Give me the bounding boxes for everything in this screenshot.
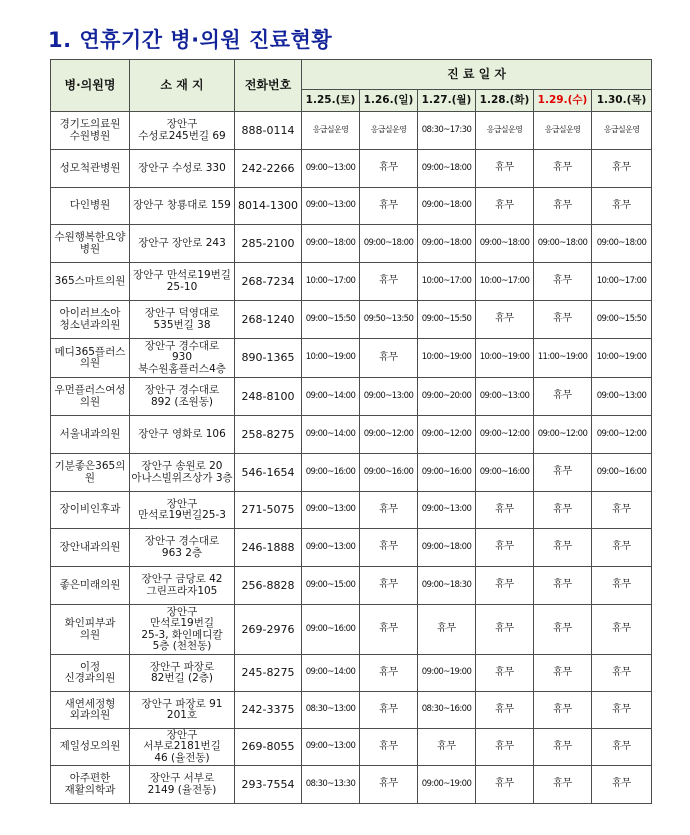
schedule-cell: 09:00~13:00 (302, 188, 360, 225)
clinic-address: 장안구 덕영대로 535번길 38 (130, 301, 235, 339)
schedule-cell: 휴무 (534, 567, 592, 605)
schedule-cell: 09:00~13:00 (360, 378, 418, 416)
schedule-cell: 휴무 (476, 766, 534, 804)
schedule-cell: 휴무 (360, 339, 418, 378)
clinic-address: 장안구 경수대로 930 북수원홈플러스4층 (130, 339, 235, 378)
clinic-phone: 285-2100 (235, 225, 302, 263)
schedule-cell: 09:00~18:00 (360, 225, 418, 263)
clinic-schedule-table (50, 59, 652, 804)
schedule-cell: 휴무 (476, 605, 534, 655)
schedule-cell: 09:00~12:00 (592, 416, 652, 454)
schedule-cell: 휴무 (476, 301, 534, 339)
clinic-name: 다인병원 (51, 188, 130, 225)
page-title: 1. 연휴기간 병·의원 진료현황 (48, 28, 333, 52)
schedule-cell: 09:00~16:00 (592, 454, 652, 492)
schedule-cell: 09:00~13:00 (302, 492, 360, 529)
clinic-address: 장안구 서부로2181번길 46 (율전동) (130, 729, 235, 766)
table-row (51, 150, 652, 188)
schedule-cell: 응급실운영 (476, 112, 534, 150)
schedule-cell: 09:00~12:00 (360, 416, 418, 454)
schedule-cell: 09:00~18:00 (418, 529, 476, 567)
schedule-cell: 09:00~15:50 (592, 301, 652, 339)
clinic-name: 서울내과의원 (51, 416, 130, 454)
schedule-cell: 08:30~13:30 (302, 766, 360, 804)
schedule-cell: 휴무 (360, 655, 418, 692)
schedule-cell: 09:00~13:00 (302, 150, 360, 188)
schedule-cell: 09:00~13:00 (302, 529, 360, 567)
clinic-name: 우먼플러스여성 의원 (51, 378, 130, 416)
schedule-cell: 09:00~18:00 (418, 150, 476, 188)
clinic-phone: 888-0114 (235, 112, 302, 150)
table-row (51, 263, 652, 301)
schedule-cell: 09:00~13:00 (592, 378, 652, 416)
schedule-cell: 응급실운영 (360, 112, 418, 150)
clinic-address: 장안구 서부로 2149 (율전동) (130, 766, 235, 804)
schedule-cell: 휴무 (592, 188, 652, 225)
schedule-cell: 10:00~19:00 (418, 339, 476, 378)
clinic-name: 좋은미래의원 (51, 567, 130, 605)
schedule-cell: 휴무 (360, 729, 418, 766)
schedule-cell: 09:00~16:00 (302, 605, 360, 655)
header-date: 1.28.(화) (476, 90, 534, 112)
clinic-phone: 271-5075 (235, 492, 302, 529)
schedule-cell: 휴무 (534, 188, 592, 225)
table-row (51, 416, 652, 454)
table-row (51, 378, 652, 416)
schedule-cell: 휴무 (360, 567, 418, 605)
table-row (51, 605, 652, 655)
clinic-phone: 269-8055 (235, 729, 302, 766)
schedule-cell: 09:00~20:00 (418, 378, 476, 416)
clinic-phone: 242-3375 (235, 692, 302, 729)
schedule-cell: 휴무 (360, 263, 418, 301)
schedule-cell: 휴무 (534, 766, 592, 804)
clinic-address: 장안구 수성로245번길 69 (130, 112, 235, 150)
schedule-cell: 휴무 (418, 605, 476, 655)
clinic-phone: 258-8275 (235, 416, 302, 454)
schedule-cell: 휴무 (592, 692, 652, 729)
schedule-cell: 휴무 (534, 492, 592, 529)
table-row (51, 301, 652, 339)
schedule-cell: 휴무 (476, 655, 534, 692)
schedule-cell: 09:00~18:00 (302, 225, 360, 263)
clinic-phone: 248-8100 (235, 378, 302, 416)
schedule-cell: 휴무 (534, 729, 592, 766)
schedule-cell: 09:00~18:00 (592, 225, 652, 263)
clinic-phone: 8014-1300 (235, 188, 302, 225)
clinic-name: 아주편한 재활의학과 (51, 766, 130, 804)
clinic-name: 화인피부과 의원 (51, 605, 130, 655)
schedule-cell: 09:00~18:00 (418, 225, 476, 263)
table-row (51, 454, 652, 492)
clinic-address: 장안구 경수대로 892 (조원동) (130, 378, 235, 416)
schedule-cell: 휴무 (476, 729, 534, 766)
header-date: 1.26.(일) (360, 90, 418, 112)
schedule-cell: 휴무 (592, 492, 652, 529)
clinic-phone: 890-1365 (235, 339, 302, 378)
schedule-cell: 09:00~15:50 (418, 301, 476, 339)
schedule-cell: 09:00~12:00 (534, 416, 592, 454)
clinic-name: 새연세정형 외과의원 (51, 692, 130, 729)
schedule-cell: 09:00~15:50 (302, 301, 360, 339)
schedule-cell: 09:00~16:00 (476, 454, 534, 492)
schedule-cell: 11:00~19:00 (534, 339, 592, 378)
clinic-address: 장안구 금당로 42 그린프라자105 (130, 567, 235, 605)
table-row (51, 567, 652, 605)
schedule-cell: 09:00~18:00 (418, 188, 476, 225)
header-date: 1.30.(목) (592, 90, 652, 112)
schedule-cell: 09:00~19:00 (418, 766, 476, 804)
clinic-phone: 245-8275 (235, 655, 302, 692)
schedule-cell: 휴무 (534, 655, 592, 692)
schedule-cell: 응급실운영 (534, 112, 592, 150)
schedule-cell: 09:00~18:00 (476, 225, 534, 263)
clinic-name: 수원행복한요양 병원 (51, 225, 130, 263)
clinic-phone: 269-2976 (235, 605, 302, 655)
schedule-cell: 09:00~14:00 (302, 416, 360, 454)
schedule-cell: 10:00~19:00 (476, 339, 534, 378)
schedule-cell: 휴무 (592, 150, 652, 188)
schedule-cell: 휴무 (592, 766, 652, 804)
clinic-address: 장안구 창룡대로 159 (130, 188, 235, 225)
header-date: 1.27.(월) (418, 90, 476, 112)
clinic-name: 성모척관병원 (51, 150, 130, 188)
clinic-phone: 268-7234 (235, 263, 302, 301)
schedule-cell: 휴무 (476, 188, 534, 225)
clinic-name: 장안내과의원 (51, 529, 130, 567)
schedule-cell: 휴무 (418, 729, 476, 766)
schedule-cell: 10:00~19:00 (302, 339, 360, 378)
clinic-address: 장안구 만석로19번길 25-10 (130, 263, 235, 301)
clinic-name: 이정 신경과의원 (51, 655, 130, 692)
schedule-cell: 휴무 (360, 492, 418, 529)
clinic-name: 아이러브소아 청소년과의원 (51, 301, 130, 339)
clinic-address: 장안구 파장로 91 201호 (130, 692, 235, 729)
schedule-cell: 휴무 (476, 529, 534, 567)
clinic-address: 장안구 영화로 106 (130, 416, 235, 454)
schedule-cell: 휴무 (534, 150, 592, 188)
table-body (51, 112, 652, 804)
schedule-cell: 휴무 (592, 605, 652, 655)
clinic-phone: 246-1888 (235, 529, 302, 567)
clinic-phone: 256-8828 (235, 567, 302, 605)
schedule-cell: 휴무 (476, 150, 534, 188)
schedule-cell: 응급실운영 (302, 112, 360, 150)
schedule-cell: 09:00~18:30 (418, 567, 476, 605)
schedule-cell: 08:30~17:30 (418, 112, 476, 150)
table-row (51, 529, 652, 567)
schedule-cell: 휴무 (534, 692, 592, 729)
schedule-cell: 휴무 (534, 378, 592, 416)
schedule-cell: 09:00~12:00 (476, 416, 534, 454)
table-row (51, 766, 652, 804)
schedule-cell: 09:00~13:00 (476, 378, 534, 416)
schedule-cell: 휴무 (534, 605, 592, 655)
schedule-cell: 휴무 (360, 529, 418, 567)
clinic-name: 제일성모의원 (51, 729, 130, 766)
header-name: 병·의원명 (51, 60, 130, 112)
schedule-cell: 휴무 (360, 766, 418, 804)
clinic-phone: 268-1240 (235, 301, 302, 339)
clinic-address: 장안구 송원로 20 아나스빌위즈상가 3층 (130, 454, 235, 492)
table-row (51, 492, 652, 529)
schedule-cell: 09:00~16:00 (302, 454, 360, 492)
schedule-cell: 10:00~17:00 (418, 263, 476, 301)
clinic-name: 메디365플러스 의원 (51, 339, 130, 378)
schedule-cell: 휴무 (534, 263, 592, 301)
clinic-name: 장이비인후과 (51, 492, 130, 529)
table-row (51, 655, 652, 692)
header-date-holiday: 1.29.(수) (534, 90, 592, 112)
schedule-cell: 10:00~17:00 (476, 263, 534, 301)
schedule-cell: 휴무 (592, 567, 652, 605)
schedule-cell: 09:00~14:00 (302, 378, 360, 416)
clinic-address: 장안구 장안로 243 (130, 225, 235, 263)
header-address: 소 재 지 (130, 60, 235, 112)
table-row (51, 112, 652, 150)
schedule-cell: 10:00~19:00 (592, 339, 652, 378)
schedule-cell: 09:00~15:00 (302, 567, 360, 605)
schedule-cell: 09:00~13:00 (302, 729, 360, 766)
schedule-cell: 09:00~16:00 (360, 454, 418, 492)
schedule-cell: 09:00~18:00 (534, 225, 592, 263)
table-row (51, 729, 652, 766)
clinic-address: 장안구 만석로19번길 25-3, 화인메디칼 5층 (천천동) (130, 605, 235, 655)
schedule-cell: 09:00~12:00 (418, 416, 476, 454)
schedule-cell: 휴무 (592, 529, 652, 567)
table-row (51, 188, 652, 225)
schedule-cell: 08:30~16:00 (418, 692, 476, 729)
schedule-cell: 휴무 (476, 492, 534, 529)
clinic-phone: 546-1654 (235, 454, 302, 492)
schedule-cell: 휴무 (360, 605, 418, 655)
schedule-cell: 휴무 (534, 529, 592, 567)
clinic-address: 장안구 경수대로 963 2층 (130, 529, 235, 567)
clinic-name: 기분좋은365의원 (51, 454, 130, 492)
schedule-cell: 휴무 (476, 567, 534, 605)
schedule-cell: 휴무 (476, 692, 534, 729)
schedule-cell: 09:00~19:00 (418, 655, 476, 692)
schedule-cell: 휴무 (360, 150, 418, 188)
clinic-name: 경기도의료원 수원병원 (51, 112, 130, 150)
clinic-name: 365스마트의원 (51, 263, 130, 301)
schedule-cell: 08:30~13:00 (302, 692, 360, 729)
schedule-cell: 휴무 (592, 729, 652, 766)
clinic-phone: 293-7554 (235, 766, 302, 804)
schedule-cell: 휴무 (534, 301, 592, 339)
schedule-cell: 10:00~17:00 (592, 263, 652, 301)
schedule-cell: 09:00~16:00 (418, 454, 476, 492)
schedule-cell: 응급실운영 (592, 112, 652, 150)
schedule-cell: 휴무 (360, 188, 418, 225)
header-phone: 전화번호 (235, 60, 302, 112)
schedule-cell: 09:50~13:50 (360, 301, 418, 339)
schedule-cell: 10:00~17:00 (302, 263, 360, 301)
schedule-cell: 휴무 (534, 454, 592, 492)
header-schedule: 진 료 일 자 (302, 60, 652, 90)
schedule-cell: 09:00~14:00 (302, 655, 360, 692)
table-row (51, 225, 652, 263)
schedule-cell: 09:00~13:00 (418, 492, 476, 529)
schedule-cell: 휴무 (592, 655, 652, 692)
clinic-address: 장안구 파장로 82번길 (2층) (130, 655, 235, 692)
header-date: 1.25.(토) (302, 90, 360, 112)
table-row (51, 692, 652, 729)
schedule-cell: 휴무 (360, 692, 418, 729)
clinic-phone: 242-2266 (235, 150, 302, 188)
clinic-address: 장안구 수성로 330 (130, 150, 235, 188)
table-row (51, 339, 652, 378)
clinic-address: 장안구 만석로19번길25-3 (130, 492, 235, 529)
